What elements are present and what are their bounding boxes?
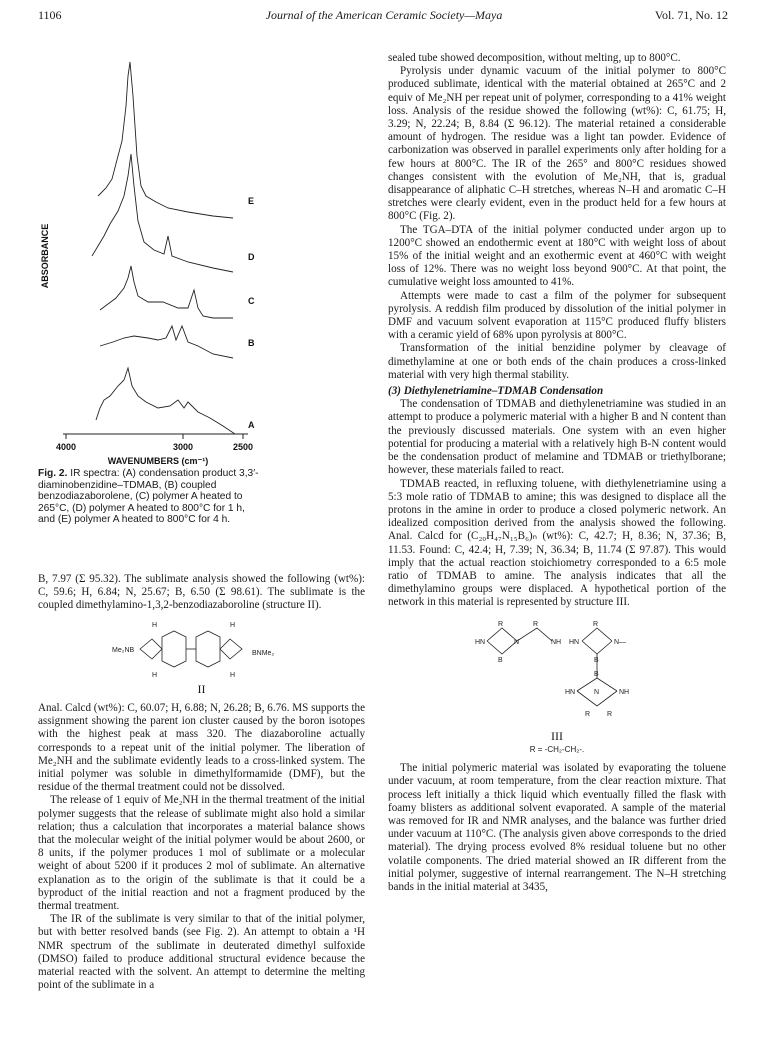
right-paragraph: sealed tube showed decomposition, without melting, up to 800°C. (388, 52, 681, 64)
structure-iii (388, 616, 726, 757)
svg-text:R: R (585, 710, 591, 718)
left-paragraph: Anal. Calcd (wt%): C, 60.07; H, 6.88; N, 26.28; B, 6.76. MS supports the assignment showing the parent ion cluster caused by the boron isotopes with the highest peak at mass 320. The diazaboroline actually corresponds to a repeat unit of the initial polymer. The liberation of Me₂NH and the sublimate evidently leads to a cross-linked system. The initial polymer was soluble in dimethylformamide (DMF), but the residue of the thermal treatment could not be dissolved. (38, 702, 365, 794)
y-axis-label: ABSORBANCE (40, 223, 50, 289)
struct-ii-right-group: BNMe₂ (251, 649, 274, 657)
x-tick-2500: 2500 (232, 442, 254, 452)
right-paragraph: Pyrolysis under dynamic vacuum of the initial polymer to 800°C produced sublimate, identical with the material obtained at 265°C and 2 equiv of Me₂NH per repeat unit of polymer, corresponding to a 41% weight loss. Analysis of the residue showed the following (wt%): C, 61.75; H, 3.29; N, 22.24; B, 8.84 (Σ 96.12). The material retained a considerable amount of hydrogen. The residue was a light tan powder. Evidence of carbonization was observed in parallel experiments only after holding for a few hours at 800°C. The IR of the 265° and 800°C residues showed changes consistent with the evolution of Me₂NH, that is, gradual disappearance of aliphatic C–H stretches, whereas N–H and aromatic C–H stretches were clearly evident, even in the product held for a few hours at 800°C (Fig. 2). (388, 65, 726, 223)
x-tick-3000: 3000 (172, 442, 194, 452)
caption-text: IR spectra: (A) condensation product 3,3′-diaminobenzidine–TDMAB, (B) coupled benzodiazaborolene, (C) polymer A heated to 265°C, (D) polymer A heated to 800°C for 1 h, and (E) polymer A heated to 800°C for 4 h. (38, 468, 259, 526)
figure-caption (38, 468, 260, 526)
left-paragraph: B, 7.97 (Σ 95.32). The sublimate analysis showed the following (wt%): C, 59.6; H, 6.84; N, 25.67; B, 6.50 (Σ 98.61). The sublimate is the coupled dimethylamino-1,3,2-benzodiazaboroline (structure II). (38, 573, 365, 612)
svg-text:R: R (607, 710, 613, 718)
x-axis-label: WAVENUMBERS (cm⁻¹) (107, 456, 209, 466)
left-paragraph: The IR of the sublimate is very similar to that of the initial polymer, but with better resolved bands (see Fig. 2). An attempt to obtain a ¹H NMR spectrum of the sublimate in deuterated dimethyl sulfoxide (DMSO) failed to produce additional structural evidence because the material reacted with the solvent. An attempt to determine the melting point of the sublimate in a (38, 913, 365, 992)
svg-text:B: B (594, 656, 599, 664)
svg-text:B: B (498, 656, 503, 664)
structure-ii-label: II (197, 681, 206, 696)
svg-text:N: N (594, 688, 600, 696)
svg-text:NH: NH (619, 688, 630, 696)
structure-ii-diagram (102, 619, 302, 679)
svg-text:HN: HN (569, 638, 580, 646)
right-column (388, 52, 726, 894)
page-number: 1106 (38, 8, 62, 22)
trace-e (98, 62, 233, 218)
right-paragraph: Transformation of the initial benzidine polymer by cleavage of dimethylamine at one or both ends of the chain produces a cross-linked material with very high thermal stability. (388, 342, 726, 381)
volume-info: Vol. 71, No. 12 (654, 8, 728, 22)
right-paragraph: The initial polymeric material was isolated by evaporating the toluene under vacuum, at room temperature, from the clear reaction mixture. That process left initially a thick liquid which eventually filled the flask with foamy blisters as additional solvent evaporated. A sample of the material was removed for IR and NMR analyses, and the balance was further dried under vacuum at 110°C. (The analysis given above corresponds to the dried material). The drying process evolved 8% residual toluene but no other volatile components. The dried material showed an IR different from the initial polymer, suggestive of internal rearrangement. The N–H stretching bands in the initial material at 3435, (388, 762, 726, 893)
structure-iii-r-definition: R = -CH₂-CH₂-. (529, 744, 585, 754)
label-d: D (248, 252, 255, 262)
figure-2 (38, 46, 365, 466)
svg-text:NH: NH (551, 638, 562, 646)
label-b: B (248, 338, 255, 348)
ir-spectra-plot (38, 46, 365, 466)
structure-ii (38, 619, 365, 696)
right-paragraph: The condensation of TDMAB and diethylenetriamine was studied in an attempt to produce a polymeric material with a higher B and N content than the previously discussed materials. One system with an even higher potential for producing a material with a relatively high B-N content would be the condensation product of melamine and TDMAB or triethylborane; however, these materials failed to react. (388, 398, 726, 477)
left-paragraph: The release of 1 equiv of Me₂NH in the thermal treatment of the initial polymer suggests that the release of sublimate might also hold a similar relation; thus a calculation that incorporates a material balance shows that the molecular weight of the initial polymer would be about 2600, or 8 units, if the polymer produces 1 mol of sublimate or a molecular weight of about 5200 if it produces 2 mol of sublimate. An alternative explanation as to the origin of the sublimate is that it could be a byproduct of the initial reaction and not a fragment produced by the thermal treatment. (38, 794, 365, 913)
section-heading: (3) Diethylenetriamine–TDMAB Condensation (388, 385, 604, 398)
label-a: A (248, 420, 255, 430)
running-header (0, 8, 768, 26)
trace-c (100, 266, 233, 318)
struct-ii-left-group: Me₂NB (111, 646, 134, 654)
svg-text:R: R (498, 620, 504, 628)
svg-text:B: B (594, 670, 599, 678)
label-e: E (248, 196, 255, 206)
svg-text:H: H (151, 671, 157, 679)
svg-text:N: N (514, 638, 520, 646)
svg-text:R: R (593, 620, 599, 628)
journal-title: Journal of the American Ceramic Society—Maya (265, 8, 503, 22)
svg-text:N—: N— (614, 638, 627, 646)
label-c: C (248, 296, 255, 306)
svg-text:H: H (151, 621, 157, 629)
right-paragraph: Attempts were made to cast a film of the polymer for subsequent pyrolysis. A reddish film produced by dissolution of the initial polymer in DMF and vacuum solvent evaporation at 115°C produced fluffy blisters with a ceramic yield of 68% upon pyrolysis at 800°C. (388, 289, 726, 342)
right-paragraph: The TGA–DTA of the initial polymer conducted under argon up to 1200°C showed an endothermic event at 180°C with weight loss of about 15% of the initial weight and an exothermic event at 460°C with weight loss of 12%. There was no weight loss beyond 900°C. At that point, the cumulative weight loss amounted to 41%. (388, 223, 726, 289)
x-tick-4000: 4000 (55, 442, 77, 452)
caption-label: Fig. 2. (38, 468, 68, 479)
svg-text:H: H (229, 671, 235, 679)
left-column (38, 573, 365, 992)
svg-text:R: R (533, 620, 539, 628)
trace-a (96, 368, 235, 434)
structure-iii-label: III (551, 728, 563, 743)
trace-d (92, 154, 233, 272)
svg-text:H: H (229, 621, 235, 629)
svg-text:HN: HN (565, 688, 576, 696)
structure-iii-diagram (457, 616, 657, 726)
trace-b (100, 326, 233, 358)
svg-text:HN: HN (475, 638, 486, 646)
right-paragraph: TDMAB reacted, in refluxing toluene, with diethylenetriamine using a 5:3 mole ratio of TDMAB to amine; this was designed to displace all the protons in the amine in order to produce a closed polymeric network. An idealized composition derived from the analysis showed the following. Anal. Calcd for (C₂₀H₄₇N₁₅B₆)ₙ (wt%): C, 42.7; H, 8.36; N, 37.36; B, 11.53. Found: C, 42.4; H, 7.39; N, 36.34; B, 11.74 (Σ 97.87). This would imply that the actual reaction stoichiometry corresponded to a 6:5 mole ratio of TDMAB to amine. The analysis indicates that all the dimethylamino groups were displaced. A hypothetical portion of the network in this material is represented by structure III. (388, 477, 726, 609)
